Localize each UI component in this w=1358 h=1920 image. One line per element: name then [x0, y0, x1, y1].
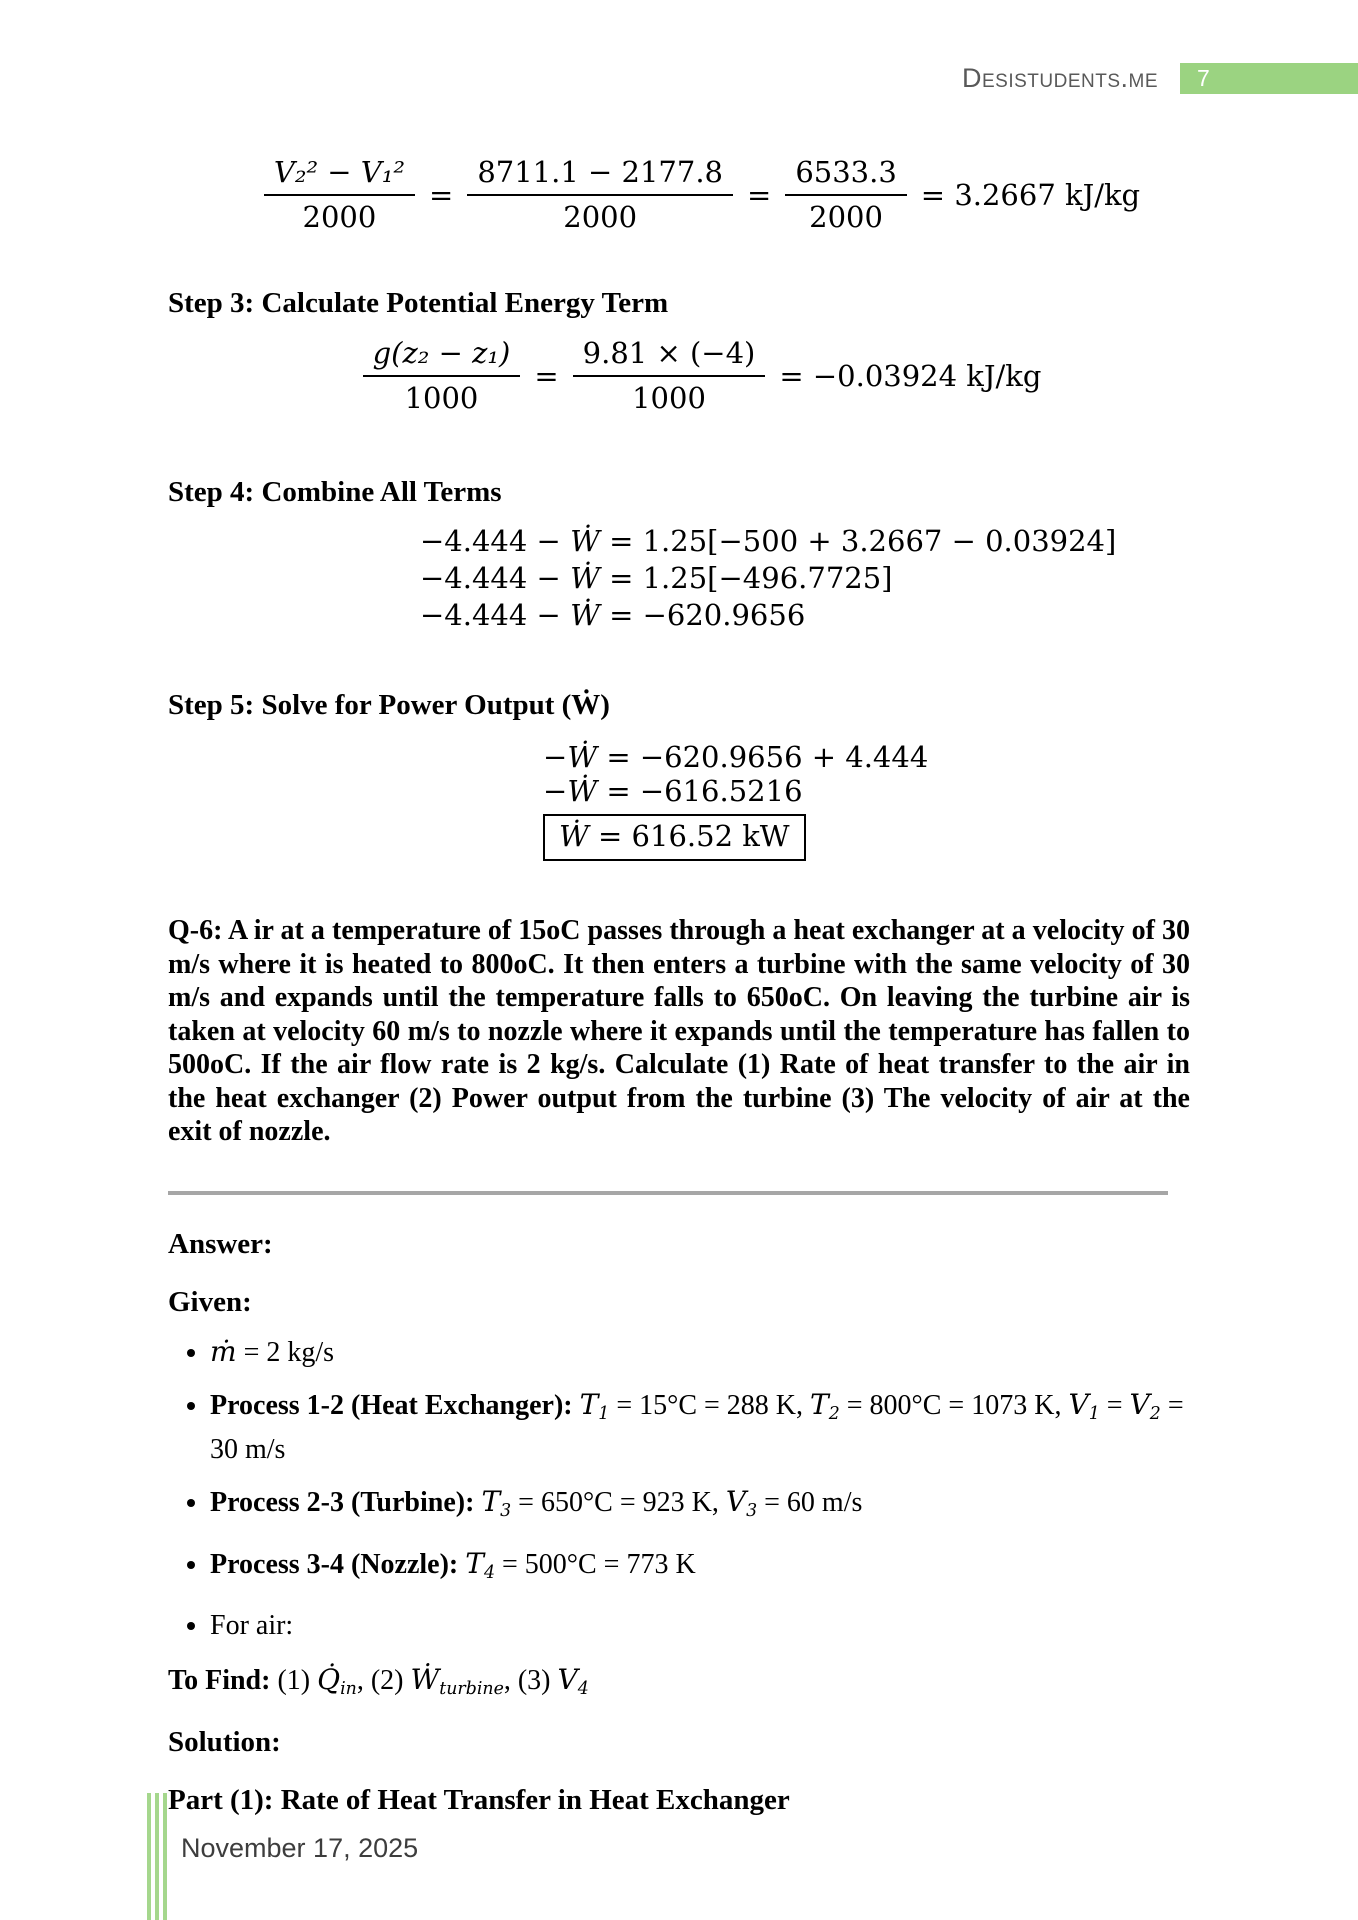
- footer-accent-bars-icon: [147, 1793, 167, 1920]
- equation-potential-energy: $\frac{\text{g(z₂ − z₁)}}{1000}$ = $\frac{9.81 \times (-4)}{1000}$ = −0.03924 kJ/kg: [228, 336, 1190, 415]
- equation-line: −4.444 − Ẇ = 1.25[−496.7725]: [420, 561, 893, 595]
- footer-date: November 17, 2025: [181, 1833, 419, 1863]
- heading-part1: Part (1): Rate of Heat Transfer in Heat Exchanger: [168, 1784, 790, 1817]
- equations-step5: [543, 740, 1190, 861]
- equations-step4: [420, 523, 1190, 634]
- heading-answer: Answer:: [168, 1227, 273, 1260]
- equation-line: −4.444 − Ẇ = 1.25[−500 + 3.2667 − 0.03924]: [420, 524, 1117, 558]
- equation-kinetic-energy: $\frac{\text{V₂² − V₁²}}{2000}$ = $\frac{8711.1 - 2177.8}{2000}$ = $\frac{6533.3}{2000}$ = 3.2667 kJ/kg: [228, 155, 1190, 234]
- page-number: 7: [1197, 64, 1210, 91]
- document-body: [168, 0, 1190, 1817]
- equation-line: −Ẇ = −620.9656 + 4.444: [543, 740, 929, 774]
- heading-solution: Solution:: [168, 1726, 281, 1759]
- section-divider: [168, 1191, 1168, 1195]
- given-item-for-air: • For air:: [210, 1608, 1190, 1643]
- given-item-process-2-3: • Process 2-3 (Turbine): T3 = 650°C = 923 K, V3 = 60 m/s: [210, 1484, 1190, 1529]
- given-item-process-1-2: • Process 1-2 (Heat Exchanger): T1 = 15°C = 288 K, T2 = 800°C = 1073 K, V1 = V2 = 30 m/s: [210, 1387, 1190, 1467]
- heading-step4: Step 4: Combine All Terms: [168, 476, 502, 508]
- given-item-mass-flow: • ṁ = 2 kg/s: [210, 1334, 1190, 1370]
- heading-step3: Step 3: Calculate Potential Energy Term: [168, 287, 669, 319]
- site-name: Desistudents.me: [961, 62, 1158, 93]
- heading-step5: Step 5: Solve for Power Output (Ẇ): [168, 689, 610, 721]
- question-q6: Q-6: A ir at a temperature of 15oC passes through a heat exchanger at a velocity of 30 m/s where it is heated to 800oC. It then enters a turbine with the same velocity of 30 m/s and expands until the temperature falls to 650oC. On leaving the turbine air is taken at velocity 60 m/s to nozzle where it expands until the temperature has fallen to 500oC. If the air flow rate is 2 kg/s. Calculate (1) Rate of heat transfer to the air in the heat exchanger (2) Power output from the turbine (3) The velocity of air at the exit of nozzle.: [168, 915, 1190, 1147]
- heading-given: Given:: [168, 1285, 252, 1318]
- to-find-line: To Find: (1) Q̇in, (2) Ẇturbine, (3) V4: [168, 1663, 589, 1700]
- given-item-process-3-4: • Process 3-4 (Nozzle): T4 = 500°C = 773 K: [210, 1546, 1190, 1591]
- final-answer-boxed: Ẇ = 616.52 kW: [543, 814, 806, 861]
- given-list: [168, 1334, 1190, 1644]
- equation-line: −Ẇ = −616.5216: [543, 774, 803, 808]
- page-number-badge: [1180, 63, 1358, 94]
- equation-line: −4.444 − Ẇ = −620.9656: [420, 598, 806, 632]
